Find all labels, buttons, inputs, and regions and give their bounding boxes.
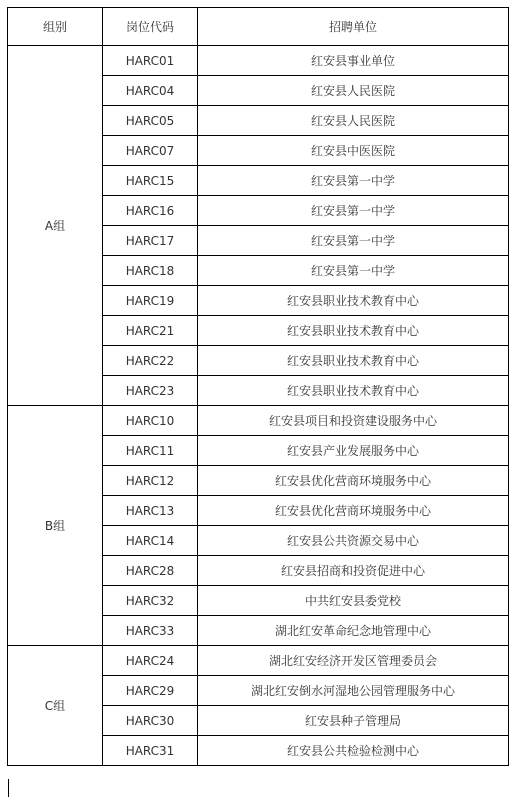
group-cell: C组 (8, 646, 103, 766)
code-cell: HARC15 (103, 166, 198, 196)
code-cell: HARC04 (103, 76, 198, 106)
code-cell: HARC10 (103, 406, 198, 436)
table-row (8, 46, 509, 76)
unit-cell: 红安县招商和投资促进中心 (198, 556, 509, 586)
unit-cell: 湖北红安革命纪念地管理中心 (198, 616, 509, 646)
header-group: 组别 (8, 8, 103, 46)
code-cell: HARC07 (103, 136, 198, 166)
unit-cell: 红安县职业技术教育中心 (198, 286, 509, 316)
unit-cell: 红安县公共检验检测中心 (198, 736, 509, 766)
code-cell: HARC22 (103, 346, 198, 376)
unit-cell: 红安县人民医院 (198, 76, 509, 106)
unit-cell: 红安县第一中学 (198, 196, 509, 226)
unit-cell: 红安县优化营商环境服务中心 (198, 466, 509, 496)
unit-cell: 红安县种子管理局 (198, 706, 509, 736)
code-cell: HARC29 (103, 676, 198, 706)
unit-cell: 红安县人民医院 (198, 106, 509, 136)
header-row (8, 8, 509, 46)
code-cell: HARC12 (103, 466, 198, 496)
recruitment-table (7, 7, 509, 766)
unit-cell: 红安县职业技术教育中心 (198, 316, 509, 346)
code-cell: HARC33 (103, 616, 198, 646)
unit-cell: 红安县公共资源交易中心 (198, 526, 509, 556)
unit-cell: 红安县产业发展服务中心 (198, 436, 509, 466)
code-cell: HARC11 (103, 436, 198, 466)
unit-cell: 红安县第一中学 (198, 256, 509, 286)
unit-cell: 红安县事业单位 (198, 46, 509, 76)
unit-cell: 红安县职业技术教育中心 (198, 376, 509, 406)
code-cell: HARC23 (103, 376, 198, 406)
unit-cell: 红安县中医医院 (198, 136, 509, 166)
header-unit: 招聘单位 (198, 8, 509, 46)
unit-cell: 湖北红安倒水河湿地公园管理服务中心 (198, 676, 509, 706)
table-row (8, 646, 509, 676)
code-cell: HARC21 (103, 316, 198, 346)
code-cell: HARC28 (103, 556, 198, 586)
unit-cell: 红安县优化营商环境服务中心 (198, 496, 509, 526)
code-cell: HARC05 (103, 106, 198, 136)
group-cell: B组 (8, 406, 103, 646)
text-cursor (8, 779, 9, 797)
code-cell: HARC14 (103, 526, 198, 556)
code-cell: HARC13 (103, 496, 198, 526)
code-cell: HARC32 (103, 586, 198, 616)
code-cell: HARC30 (103, 706, 198, 736)
group-cell: A组 (8, 46, 103, 406)
unit-cell: 红安县第一中学 (198, 166, 509, 196)
code-cell: HARC31 (103, 736, 198, 766)
unit-cell: 中共红安县委党校 (198, 586, 509, 616)
table-row (8, 406, 509, 436)
code-cell: HARC18 (103, 256, 198, 286)
code-cell: HARC19 (103, 286, 198, 316)
unit-cell: 湖北红安经济开发区管理委员会 (198, 646, 509, 676)
unit-cell: 红安县职业技术教育中心 (198, 346, 509, 376)
code-cell: HARC17 (103, 226, 198, 256)
unit-cell: 红安县第一中学 (198, 226, 509, 256)
header-code: 岗位代码 (103, 8, 198, 46)
code-cell: HARC16 (103, 196, 198, 226)
code-cell: HARC01 (103, 46, 198, 76)
table-body (8, 46, 509, 766)
unit-cell: 红安县项目和投资建设服务中心 (198, 406, 509, 436)
code-cell: HARC24 (103, 646, 198, 676)
